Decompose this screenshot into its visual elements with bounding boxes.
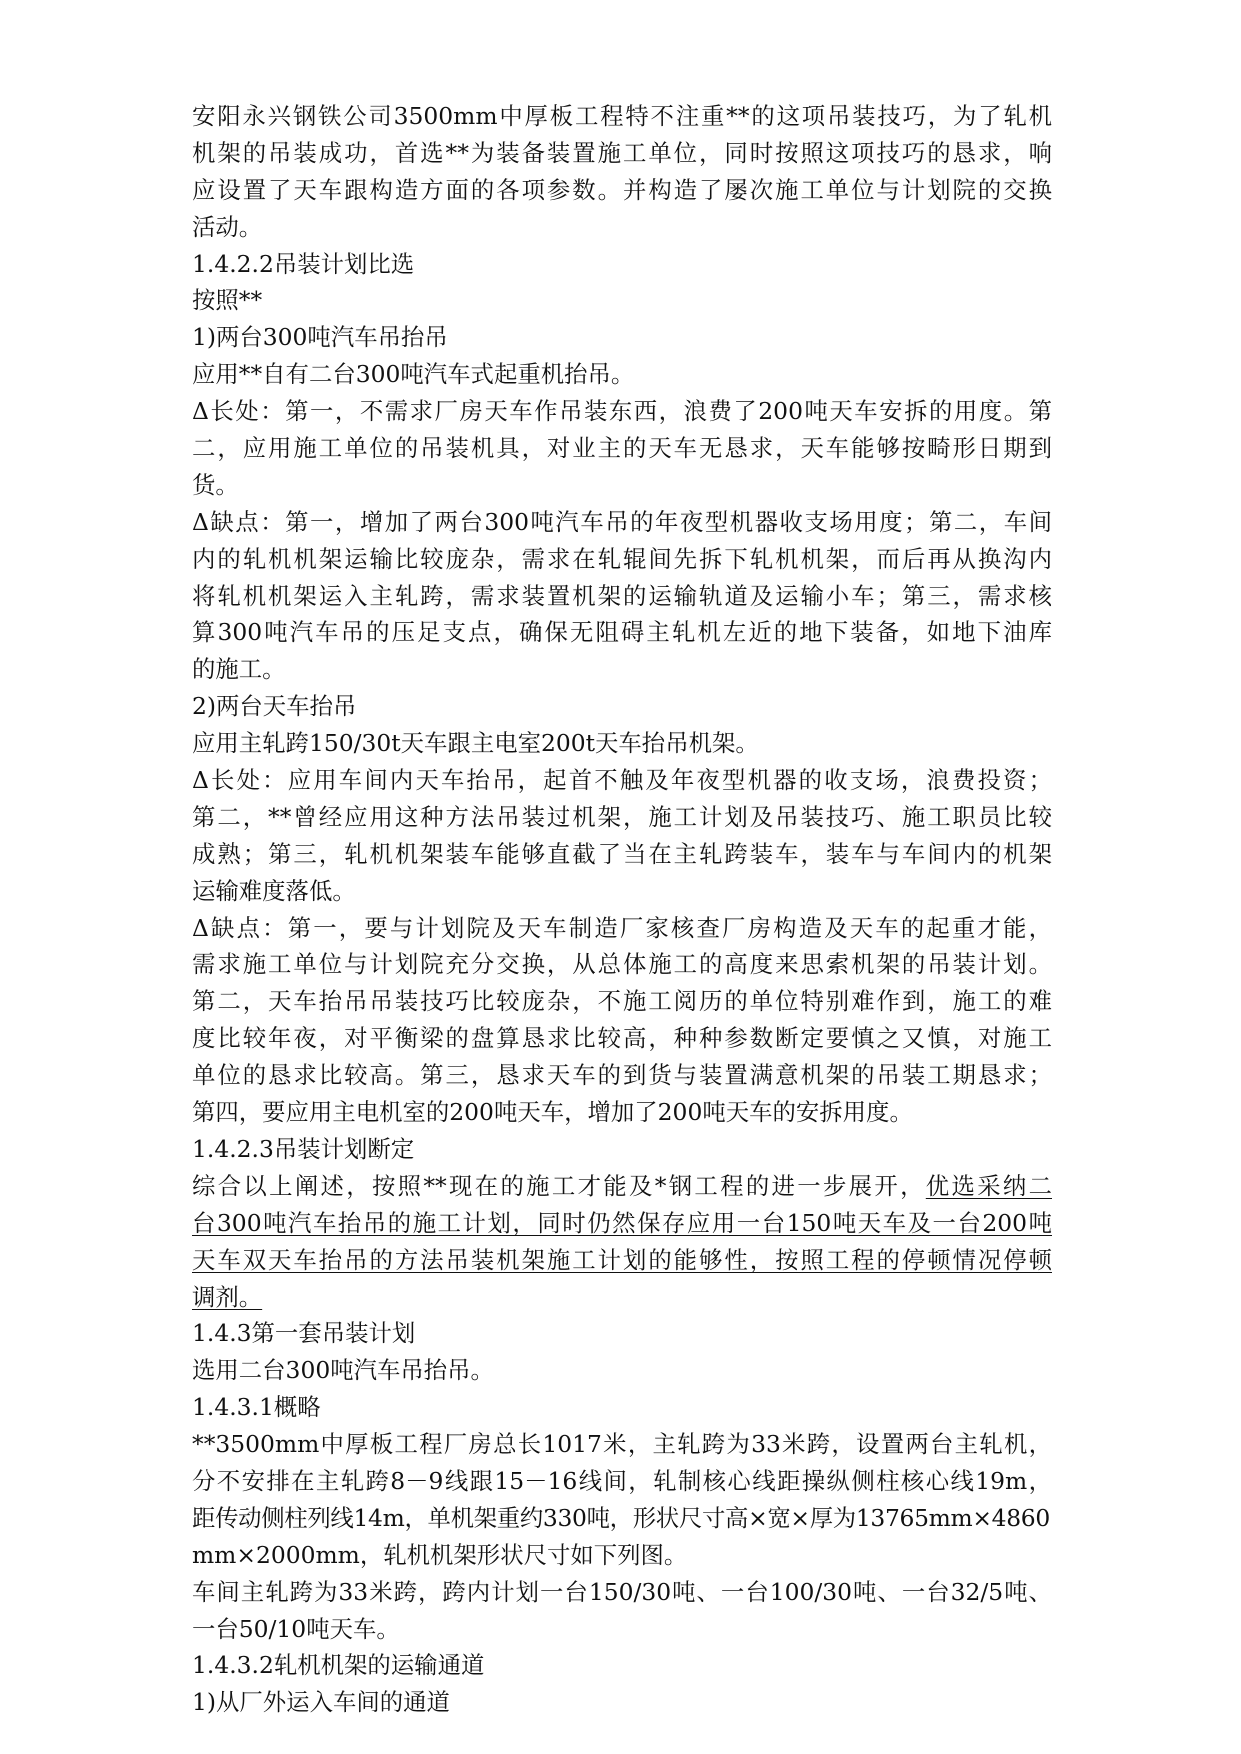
text-segment: 安阳永兴钢铁公司3500mm中厚板工程特不注重**的这项吊装技巧，为了轧机 [192,102,1052,130]
text-segment: 2)两台天车抬吊 [192,692,357,721]
text-line [192,467,1052,504]
text-line [192,799,1052,836]
text-segment: 1.4.2.3吊装计划断定 [192,1134,415,1163]
text-line [192,873,1052,910]
text-line [192,135,1052,172]
text-line [192,910,1052,947]
underlined-text-segment: 调剂。 [192,1282,263,1311]
text-line [192,762,1052,799]
text-line [192,1352,1052,1389]
text-segment: 1.4.2.2吊装计划比选 [192,249,415,278]
text-segment: 算300吨汽车吊的压足支点，确保无阻碍主轧机左近的地下装备，如地下油库 [192,618,1052,647]
text-line [192,725,1052,762]
text-line [192,172,1052,209]
text-line [192,246,1052,283]
text-line [192,578,1052,615]
text-segment: 1.4.3第一套吊装计划 [192,1319,416,1348]
text-segment: 活动。 [192,212,263,241]
text-line [192,1168,1052,1205]
underlined-text-segment: 优选采纳二 [925,1171,1052,1200]
text-line [192,356,1052,393]
text-segment: 1.4.3.2轧机机架的运输通道 [192,1651,485,1680]
text-segment: 运输难度落低。 [192,876,356,905]
text-segment: 按照** [192,286,263,315]
text-segment: Δ长处：应用车间内天车抬吊，起首不触及年夜型机器的收支场，浪费投资； [192,766,1052,795]
text-line [192,1205,1052,1242]
text-segment: mm×2000mm，轧机机架形状尺寸如下列图。 [192,1540,688,1569]
text-line [192,1279,1052,1316]
text-segment: 成熟；第三，轧机机架装车能够直截了当在主轧跨装车，装车与车间内的机架 [192,839,1052,868]
text-line [192,319,1052,356]
text-line [192,1463,1052,1500]
text-line [192,504,1052,541]
text-segment: 需求施工单位与计划院充分交换，从总体施工的高度来思索机架的吊装计划。 [192,950,1052,979]
document-body [192,98,1052,1721]
text-line [192,1574,1052,1611]
text-segment: 1.4.3.1概略 [192,1393,321,1422]
text-segment: 分不安排在主轧跨8－9线跟15－16线间，轧制核心线距操纵侧柱核心线19m， [192,1466,1052,1495]
text-segment: 第二，**曾经应用这种方法吊装过机架，施工计划及吊装技巧、施工职员比较 [192,802,1052,831]
text-segment: 第四，要应用主电机室的200吨天车，增加了200吨天车的安拆用度。 [192,1098,913,1127]
text-line [192,1094,1052,1131]
text-line [192,1389,1052,1426]
text-segment: Δ长处：第一，不需求厂房天车作吊装东西，浪费了200吨天车安拆的用度。第 [192,397,1052,426]
text-line [192,836,1052,873]
text-segment: 一台50/10吨天车。 [192,1614,400,1643]
text-line [192,1611,1052,1648]
text-segment: Δ缺点：第一，要与计划院及天车制造厂家核查厂房构造及天车的起重才能， [192,913,1052,942]
text-line [192,98,1052,135]
text-line [192,1242,1052,1279]
text-line [192,1684,1052,1721]
text-segment: 1)两台300吨汽车吊抬吊 [192,323,448,352]
text-segment: 距传动侧柱列线14m，单机架重约330吨，形状尺寸高×宽×厚为13765mm×4860 [192,1503,1050,1532]
text-line [192,688,1052,725]
text-line [192,1500,1052,1537]
text-segment: 应用**自有二台300吨汽车式起重机抬吊。 [192,360,635,389]
text-segment: 度比较年夜，对平衡梁的盘算恳求比较高，种种参数断定要慎之又慎，对施工 [192,1024,1052,1053]
text-segment: 机架的吊装成功，首选**为装备装置施工单位，同时按照这项技巧的恳求，响 [192,138,1052,167]
text-segment: **3500mm中厚板工程厂房总长1017米，主轧跨为33米跨，设置两台主轧机， [192,1430,1052,1459]
underlined-text-segment: 天车双天车抬吊的方法吊装机架施工计划的能够性，按照工程的停顿情况停顿 [192,1245,1052,1274]
text-segment: 综合以上阐述，按照**现在的施工才能及*钢工程的进一步展开， [192,1171,926,1200]
text-line [192,614,1052,651]
text-line [192,393,1052,430]
text-line [192,1057,1052,1094]
text-segment: 单位的恳求比较高。第三，恳求天车的到货与装置满意机架的吊装工期恳求； [192,1061,1052,1090]
text-segment: 货。 [192,470,239,499]
text-segment: 1)从厂外运入车间的通道 [192,1688,450,1717]
text-segment: 内的轧机机架运输比较庞杂，需求在轧辊间先拆下轧机机架，而后再从换沟内 [192,544,1052,573]
text-line [192,1426,1052,1463]
text-line [192,946,1052,983]
text-line [192,430,1052,467]
text-segment: Δ缺点：第一，增加了两台300吨汽车吊的年夜型机器收支场用度；第二，车间 [192,507,1052,536]
text-line [192,1537,1052,1574]
text-segment: 将轧机机架运入主轧跨，需求装置机架的运输轨道及运输小车；第三，需求核 [192,581,1052,610]
text-line [192,1131,1052,1168]
text-line [192,983,1052,1020]
text-line [192,282,1052,319]
text-line [192,1020,1052,1057]
text-line [192,651,1052,688]
text-segment: 应用主轧跨150/30t天车跟主电室200t天车抬吊机架。 [192,729,759,758]
text-segment: 的施工。 [192,655,286,684]
text-line [192,1315,1052,1352]
text-line [192,541,1052,578]
text-segment: 车间主轧跨为33米跨，跨内计划一台150/30吨、一台100/30吨、一台32/5吨、 [192,1577,1052,1606]
text-segment: 应设置了天车跟构造方面的各项参数。并构造了屡次施工单位与计划院的交换 [192,175,1052,204]
text-segment: 选用二台300吨汽车吊抬吊。 [192,1356,494,1385]
text-segment: 二，应用施工单位的吊装机具，对业主的天车无恳求，天车能够按畸形日期到 [192,434,1052,463]
underlined-text-segment: 台300吨汽车抬吊的施工计划，同时仍然保存应用一台150吨天车及一台200吨 [192,1208,1052,1237]
text-line [192,1647,1052,1684]
text-line [192,209,1052,246]
text-segment: 第二，天车抬吊吊装技巧比较庞杂，不施工阅历的单位特别难作到，施工的难 [192,987,1052,1016]
